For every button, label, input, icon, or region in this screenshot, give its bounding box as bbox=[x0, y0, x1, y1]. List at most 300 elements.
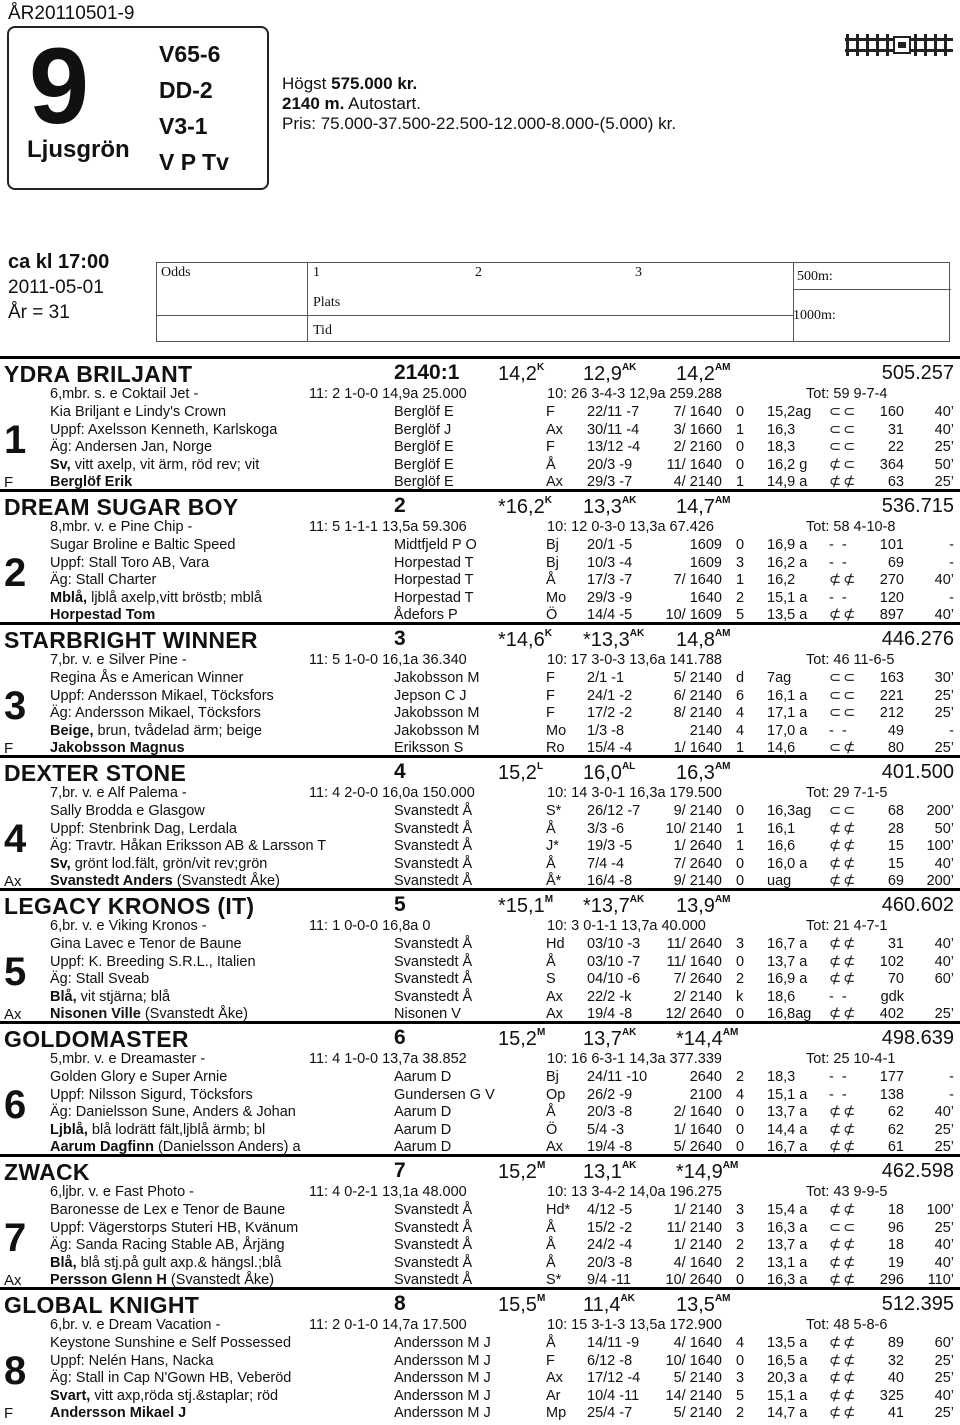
shoe-icon: ⊄⊄ bbox=[829, 1202, 858, 1218]
colors-rest: vitt axelp, vit ärm, röd rev; vit bbox=[70, 456, 260, 473]
race-row bbox=[0, 1388, 960, 1406]
row-time: 13,7 a bbox=[767, 1237, 808, 1254]
row-time: 17,1 a bbox=[767, 705, 808, 722]
row-placing: 0 bbox=[736, 1006, 745, 1023]
horse-info: 7,br. v. e Alf Palema - bbox=[50, 785, 187, 801]
row-placing: 3 bbox=[736, 936, 745, 952]
race-row bbox=[0, 821, 960, 839]
horse-distance: 4 bbox=[394, 760, 406, 783]
stats-total: Tot: 21 4-7-1 bbox=[806, 918, 888, 934]
row-driver: Berglöf E bbox=[394, 404, 454, 420]
row-time: 20,3 a bbox=[767, 1370, 808, 1387]
record-value: 14,7 bbox=[676, 496, 715, 518]
row-info: Keystone Sunshine e Self Possessed bbox=[50, 1335, 292, 1351]
record-type: AK bbox=[629, 894, 645, 905]
row-placing: 1 bbox=[736, 838, 745, 855]
row-driver: Jepson C J bbox=[394, 687, 467, 704]
row-odds: 221 bbox=[879, 687, 904, 704]
record-type: M bbox=[536, 1293, 546, 1304]
row-time: uag bbox=[767, 873, 792, 890]
row-time: 16,6 bbox=[767, 838, 796, 855]
record-type: AM bbox=[722, 1027, 739, 1038]
row-placing: 0 bbox=[736, 1121, 745, 1138]
row-time: 14,4 a bbox=[767, 1121, 808, 1138]
shoe-icon: ⊂⊂ bbox=[829, 705, 858, 722]
row-date: 26/2 -9 bbox=[587, 1086, 633, 1103]
row-prize: 50’ bbox=[934, 456, 954, 473]
row-placing: 0 bbox=[736, 537, 745, 553]
row-time: 14,6 bbox=[767, 740, 796, 757]
row-date: 22/2 -k bbox=[587, 988, 632, 1005]
record-type: AK bbox=[621, 362, 637, 373]
row-date: 14/4 -5 bbox=[587, 607, 633, 624]
race-row bbox=[0, 439, 960, 457]
row-prize: 25’ bbox=[934, 740, 954, 757]
row-odds: 18 bbox=[887, 1237, 904, 1254]
row-prize: 40’ bbox=[934, 1237, 954, 1254]
distance: 2140 m. bbox=[282, 94, 345, 113]
stats-total: Tot: 58 4-10-8 bbox=[806, 519, 896, 535]
colors-rest: blå stj.på gult axp.& hängsl.;blå bbox=[76, 1254, 282, 1271]
row-prize: 25’ bbox=[934, 705, 954, 722]
row-info: Jakobsson Magnus bbox=[50, 740, 185, 757]
row-time: 15,1 a bbox=[767, 1387, 808, 1404]
row-info bbox=[50, 1006, 248, 1022]
horse-info: 5,mbr. v. e Dreamaster - bbox=[50, 1051, 206, 1067]
shoe-icon: - - bbox=[829, 988, 849, 1005]
start-type: Autostart. bbox=[344, 94, 421, 113]
row-time: 15,2ag bbox=[767, 404, 812, 420]
row-odds: 41 bbox=[887, 1405, 904, 1422]
row-info bbox=[50, 1255, 281, 1271]
row-odds: 80 bbox=[887, 740, 904, 757]
horse-header bbox=[0, 361, 960, 385]
row-date: 17/12 -4 bbox=[587, 1370, 641, 1387]
shoe-icon: ⊄⊄ bbox=[829, 971, 858, 988]
record-value: 15,2 bbox=[498, 1161, 537, 1183]
row-info: Horpestad Tom bbox=[50, 607, 156, 624]
record-type: M bbox=[536, 1027, 546, 1038]
row-placing: 0 bbox=[736, 803, 745, 819]
record-type: K bbox=[544, 628, 552, 639]
row-driver: Svanstedt Å bbox=[394, 971, 473, 988]
horse-name[interactable]: STARBRIGHT WINNER bbox=[4, 627, 258, 653]
horse-record bbox=[676, 1027, 738, 1051]
row-time: 18,3 bbox=[767, 1069, 796, 1085]
horse-info: 8,mbr. v. e Pine Chip - bbox=[50, 519, 193, 535]
row-odds: 89 bbox=[887, 1335, 904, 1351]
row-driver: Berglöf J bbox=[394, 421, 452, 438]
horse-distance: 2140:1 bbox=[394, 361, 460, 384]
horse-name[interactable]: LEGACY KRONOS (IT) bbox=[4, 893, 255, 919]
horse-name[interactable]: DEXTER STONE bbox=[4, 760, 187, 786]
row-track: J* bbox=[546, 838, 559, 855]
row-prize: 200’ bbox=[926, 873, 954, 890]
row-info: Gina Lavec e Tenor de Baune bbox=[50, 936, 242, 952]
start-number: 3 bbox=[4, 684, 27, 728]
row-prize: 25’ bbox=[934, 1006, 954, 1023]
race-color: Ljusgrön bbox=[27, 136, 130, 163]
stats-2010: 10: 14 3-0-1 16,3a 179.500 bbox=[547, 785, 722, 801]
race-row bbox=[0, 590, 960, 608]
start-number: 2 bbox=[4, 551, 27, 595]
shoe-icon: ⊄⊄ bbox=[829, 572, 858, 589]
max-earn: 575.000 kr. bbox=[331, 74, 418, 93]
horse-earnings: 460.602 bbox=[881, 894, 954, 916]
row-date: 29/3 -9 bbox=[587, 589, 633, 606]
row-track: Op bbox=[546, 1086, 566, 1103]
row-date: 4/12 -5 bbox=[587, 1202, 633, 1218]
row-date: 17/3 -7 bbox=[587, 572, 633, 589]
row-placing: 5 bbox=[736, 1387, 745, 1404]
row-placing: 0 bbox=[736, 456, 745, 473]
row-info: Äg: Sanda Racing Stable AB, Årjäng bbox=[50, 1237, 285, 1254]
record-type: AK bbox=[629, 628, 645, 639]
odds-tid: Tid bbox=[313, 323, 332, 338]
row-time: 15,4 a bbox=[767, 1202, 808, 1218]
colors-bold: Svanstedt Anders bbox=[50, 873, 173, 890]
row-time: 14,7 a bbox=[767, 1405, 808, 1422]
horse-separator bbox=[0, 622, 960, 625]
horse-record bbox=[676, 1293, 731, 1317]
horse-record bbox=[498, 628, 552, 652]
row-distance: 11/ 1640 bbox=[666, 953, 722, 970]
row-track: Ax bbox=[546, 1139, 563, 1156]
shoe-icon: ⊄⊄ bbox=[829, 1104, 858, 1121]
row-date: 22/11 -7 bbox=[587, 404, 640, 420]
row-time: 16,3ag bbox=[767, 803, 812, 819]
row-driver: Aarum D bbox=[394, 1139, 452, 1156]
row-distance: 12/ 2640 bbox=[665, 1006, 722, 1023]
row-info: Kia Briljant e Lindy's Crown bbox=[50, 404, 227, 420]
shoe-side-label: F bbox=[4, 1405, 14, 1422]
record-value: 14,8 bbox=[676, 629, 715, 651]
row-distance: 2640 bbox=[689, 1069, 722, 1085]
row-driver: Horpestad T bbox=[394, 572, 474, 589]
row-date: 3/3 -6 bbox=[587, 820, 625, 837]
row-odds: 160 bbox=[879, 404, 904, 420]
row-odds: 63 bbox=[887, 474, 904, 491]
row-distance: 5/ 2640 bbox=[673, 1139, 722, 1156]
stats-2010: 10: 12 0-3-0 13,3a 67.426 bbox=[547, 519, 714, 535]
shoe-icon: ⊂⊂ bbox=[829, 670, 858, 686]
horse-separator bbox=[0, 356, 960, 359]
row-driver: Svanstedt Å bbox=[394, 1202, 473, 1218]
row-prize: 30’ bbox=[934, 670, 954, 686]
row-odds: 49 bbox=[887, 722, 904, 739]
horse-distance: 8 bbox=[394, 1292, 406, 1315]
row-driver: Berglöf E bbox=[394, 439, 454, 456]
row-odds: 364 bbox=[879, 456, 904, 473]
row-info: Uppf: Stall Toro AB, Vara bbox=[50, 554, 210, 571]
row-info: Äg: Andersen Jan, Norge bbox=[50, 439, 213, 456]
row-driver: Berglöf E bbox=[394, 474, 454, 491]
colors-bold: Mblå, bbox=[50, 589, 88, 606]
race-box bbox=[7, 26, 269, 190]
row-odds: 62 bbox=[887, 1121, 904, 1138]
record-value: *15,1 bbox=[498, 895, 545, 917]
horse-record bbox=[498, 362, 544, 386]
shoe-icon: ⊄⊄ bbox=[829, 474, 858, 491]
race-row bbox=[0, 856, 960, 874]
shoe-side-label: F bbox=[4, 740, 14, 757]
row-track: Ro bbox=[546, 740, 565, 757]
row-info bbox=[50, 1388, 278, 1404]
row-prize: 25’ bbox=[934, 1370, 954, 1387]
row-prize: 25’ bbox=[934, 1139, 954, 1156]
row-odds: 69 bbox=[887, 873, 904, 890]
row-distance: 10/ 2140 bbox=[665, 820, 722, 837]
row-distance: 7/ 1640 bbox=[673, 404, 722, 420]
row-info bbox=[50, 1272, 274, 1288]
row-odds: 19 bbox=[887, 1254, 904, 1271]
row-info: Äg: Travtr. Håkan Eriksson AB & Larsson T bbox=[50, 838, 327, 855]
record-value: 13,7 bbox=[583, 1028, 622, 1050]
row-distance: 10/ 1609 bbox=[665, 607, 722, 624]
shoe-icon: ⊄⊄ bbox=[829, 607, 858, 624]
row-track: Å bbox=[546, 855, 556, 872]
row-driver: Andersson M J bbox=[394, 1370, 491, 1387]
row-info: Uppf: Stenbrink Dag, Lerdala bbox=[50, 820, 237, 837]
shoe-icon: ⊂⊂ bbox=[829, 439, 858, 456]
race-row bbox=[0, 1370, 960, 1388]
row-prize: 25’ bbox=[934, 1121, 954, 1138]
race-row bbox=[0, 404, 960, 422]
row-prize: - bbox=[949, 537, 954, 553]
row-driver: Svanstedt Å bbox=[394, 1237, 473, 1254]
horse-earnings: 401.500 bbox=[881, 761, 954, 783]
row-date: 24/2 -4 bbox=[587, 1237, 633, 1254]
stats-2010: 10: 15 3-1-3 13,5a 172.900 bbox=[547, 1317, 722, 1333]
row-driver: Svanstedt Å bbox=[394, 855, 473, 872]
record-type: L bbox=[536, 761, 544, 772]
colors-rest: (Svanstedt Åke) bbox=[172, 873, 280, 890]
row-distance: 1/ 2640 bbox=[673, 838, 722, 855]
row-distance: 5/ 2140 bbox=[673, 670, 722, 686]
race-number: 9 bbox=[29, 25, 86, 146]
row-prize: 100’ bbox=[926, 838, 954, 855]
horse-info: 7,br. v. e Silver Pine - bbox=[50, 652, 187, 668]
row-time: 7ag bbox=[767, 670, 792, 686]
row-driver: Andersson M J bbox=[394, 1352, 491, 1369]
shoe-icon: ⊄⊄ bbox=[829, 873, 858, 890]
row-odds: 15 bbox=[887, 855, 904, 872]
row-prize: - bbox=[949, 722, 954, 739]
row-placing: 1 bbox=[736, 421, 745, 438]
row-distance: 2100 bbox=[689, 1086, 722, 1103]
row-info bbox=[50, 590, 262, 606]
colors-rest: ljblå axelp,vitt bröstb; mblå bbox=[87, 589, 262, 606]
colors-rest: brun, tvådelad ärm; beige bbox=[93, 722, 262, 739]
row-date: 15/2 -2 bbox=[587, 1219, 633, 1236]
record-type: AM bbox=[714, 495, 731, 506]
row-track: Å bbox=[546, 1219, 556, 1236]
row-odds: 325 bbox=[879, 1387, 904, 1404]
row-track: Ax bbox=[546, 1370, 563, 1387]
row-placing: 0 bbox=[736, 873, 745, 890]
row-driver: Svanstedt Å bbox=[394, 953, 473, 970]
row-time: 16,3 bbox=[767, 421, 796, 438]
stats-2010: 10: 26 3-4-3 12,9a 259.288 bbox=[547, 386, 722, 402]
row-date: 20/3 -8 bbox=[587, 1104, 633, 1121]
race-row bbox=[0, 971, 960, 989]
colors-bold: Blå, bbox=[50, 1254, 77, 1271]
row-odds: 101 bbox=[879, 537, 904, 553]
horse-stats bbox=[0, 1051, 960, 1069]
race-row bbox=[0, 1087, 960, 1105]
row-info: Äg: Stall in Cap N'Gown HB, Veberöd bbox=[50, 1370, 292, 1387]
horse-record bbox=[583, 1160, 636, 1184]
horse-record bbox=[583, 761, 635, 785]
horse-distance: 5 bbox=[394, 893, 406, 916]
horse-earnings: 462.598 bbox=[881, 1160, 954, 1182]
row-placing: 0 bbox=[736, 953, 745, 970]
row-odds: 138 bbox=[879, 1086, 904, 1103]
record-type: M bbox=[544, 894, 554, 905]
record-value: 16,0 bbox=[583, 762, 622, 784]
odds-col-2: 2 bbox=[475, 265, 482, 280]
row-track: F bbox=[546, 404, 555, 420]
record-type: M bbox=[536, 1160, 546, 1171]
row-distance: 14/ 2140 bbox=[665, 1387, 722, 1404]
horse-distance: 6 bbox=[394, 1026, 406, 1049]
row-time: 16,2 a bbox=[767, 554, 808, 571]
horse-name[interactable]: DREAM SUGAR BOY bbox=[4, 494, 239, 520]
row-odds: 177 bbox=[879, 1069, 904, 1085]
row-placing: 4 bbox=[736, 705, 745, 722]
colors-rest: (Danielsson Anders) a bbox=[153, 1139, 301, 1156]
row-placing: 3 bbox=[736, 1219, 745, 1236]
record-type: AK bbox=[620, 1293, 635, 1304]
horse-info: 6,mbr. s. e Coktail Jet - bbox=[50, 386, 199, 402]
stats-2011: 11: 4 0-2-1 13,1a 48.000 bbox=[309, 1184, 467, 1200]
row-distance: 2/ 1640 bbox=[673, 1104, 722, 1121]
horse-info: 6,br. v. e Viking Kronos - bbox=[50, 918, 207, 934]
shoe-icon: - - bbox=[829, 1069, 849, 1085]
stats-total: Tot: 29 7-1-5 bbox=[806, 785, 888, 801]
race-row bbox=[0, 422, 960, 440]
row-placing: 2 bbox=[736, 1254, 745, 1271]
shoe-icon: ⊂⊂ bbox=[829, 1219, 858, 1236]
stats-total: Tot: 46 11-6-5 bbox=[806, 652, 895, 668]
row-date: 24/1 -2 bbox=[587, 687, 633, 704]
row-odds: 22 bbox=[887, 439, 904, 456]
row-placing: 0 bbox=[736, 439, 745, 456]
row-odds: 61 bbox=[887, 1139, 904, 1156]
row-driver: Svanstedt Å bbox=[394, 838, 473, 855]
shoe-icon: ⊄⊄ bbox=[829, 1370, 858, 1387]
row-date: 6/12 -8 bbox=[587, 1352, 633, 1369]
row-info bbox=[50, 1122, 265, 1138]
stats-2010: 10: 16 6-3-1 14,3a 377.339 bbox=[547, 1051, 722, 1067]
row-prize: 40’ bbox=[934, 1387, 954, 1404]
row-odds: 897 bbox=[879, 607, 904, 624]
row-prize: 25’ bbox=[934, 474, 954, 491]
race-row bbox=[0, 1069, 960, 1087]
horse-name[interactable]: YDRA BRILJANT bbox=[4, 361, 193, 387]
shoe-icon: ⊄⊄ bbox=[829, 1272, 858, 1289]
row-driver: Svanstedt Å bbox=[394, 988, 473, 1005]
horse-separator bbox=[0, 1287, 960, 1290]
row-placing: 0 bbox=[736, 1272, 745, 1289]
odds-500m: 500m: bbox=[797, 269, 833, 284]
row-track: Bj bbox=[546, 554, 559, 571]
shoe-icon: ⊄⊄ bbox=[829, 855, 858, 872]
odds-label: Odds bbox=[161, 265, 191, 280]
row-info: Uppf: Axelsson Kenneth, Karlskoga bbox=[50, 421, 278, 438]
row-driver: Svanstedt Å bbox=[394, 873, 473, 890]
horse-stats bbox=[0, 785, 960, 803]
colors-bold: Ljblå, bbox=[50, 1121, 88, 1138]
row-placing: k bbox=[736, 988, 744, 1005]
row-track: S* bbox=[546, 1272, 562, 1289]
row-driver: Andersson M J bbox=[394, 1335, 491, 1351]
row-track: Å bbox=[546, 1254, 556, 1271]
row-prize: 40’ bbox=[934, 1104, 954, 1121]
row-driver: Jakobsson M bbox=[394, 670, 480, 686]
horse-earnings: 512.395 bbox=[881, 1293, 954, 1315]
record-value: 13,1 bbox=[583, 1161, 622, 1183]
row-placing: 5 bbox=[736, 607, 745, 624]
colors-bold: Beige, bbox=[50, 722, 94, 739]
race-row bbox=[0, 1104, 960, 1122]
row-track: Ax bbox=[546, 1006, 563, 1023]
row-distance: 1609 bbox=[689, 537, 722, 553]
race-row bbox=[0, 705, 960, 723]
row-odds: 102 bbox=[879, 953, 904, 970]
shoe-icon: ⊂⊂ bbox=[829, 687, 858, 704]
horse-record bbox=[583, 628, 644, 652]
stats-total: Tot: 43 9-9-5 bbox=[806, 1184, 888, 1200]
row-distance: 1640 bbox=[689, 589, 722, 606]
row-date: 03/10 -7 bbox=[587, 953, 641, 970]
row-info: Golden Glory e Super Arnie bbox=[50, 1069, 228, 1085]
row-time: 16,7 a bbox=[767, 1139, 808, 1156]
shoe-icon: ⊂⊂ bbox=[829, 803, 858, 819]
horse-record bbox=[498, 1160, 545, 1184]
row-track: F bbox=[546, 705, 555, 722]
row-track: Å bbox=[546, 1237, 556, 1254]
row-placing: 1 bbox=[736, 572, 745, 589]
row-date: 04/10 -6 bbox=[587, 971, 641, 988]
stats-2010: 10: 3 0-1-1 13,7a 40.000 bbox=[547, 918, 706, 934]
shoe-icon: ⊄⊄ bbox=[829, 1387, 858, 1404]
year-label: År = 31 bbox=[8, 302, 70, 323]
row-distance: 3/ 1660 bbox=[673, 421, 722, 438]
row-distance: 4/ 1640 bbox=[673, 1254, 722, 1271]
start-number: 1 bbox=[4, 418, 27, 462]
horse-name[interactable]: GOLDOMASTER bbox=[4, 1026, 189, 1052]
row-distance: 4/ 1640 bbox=[673, 1335, 722, 1351]
race-row bbox=[0, 1202, 960, 1220]
row-track: Å bbox=[546, 953, 556, 970]
row-date: 20/1 -5 bbox=[587, 537, 633, 553]
shoe-icon: - - bbox=[829, 1086, 849, 1103]
row-date: 14/11 -9 bbox=[587, 1335, 640, 1351]
row-driver: Andersson M J bbox=[394, 1405, 491, 1422]
odds-table bbox=[156, 262, 950, 342]
race-row bbox=[0, 688, 960, 706]
row-date: 17/2 -2 bbox=[587, 705, 633, 722]
record-type: AM bbox=[714, 362, 731, 373]
row-time: 16,7 a bbox=[767, 936, 808, 952]
row-placing: d bbox=[736, 670, 745, 686]
shoe-icon: ⊄⊄ bbox=[829, 953, 858, 970]
row-time: 16,2 g bbox=[767, 456, 808, 473]
horse-name[interactable]: ZWACK bbox=[4, 1159, 90, 1185]
horse-stats bbox=[0, 386, 960, 404]
horse-name[interactable]: GLOBAL KNIGHT bbox=[4, 1292, 200, 1318]
